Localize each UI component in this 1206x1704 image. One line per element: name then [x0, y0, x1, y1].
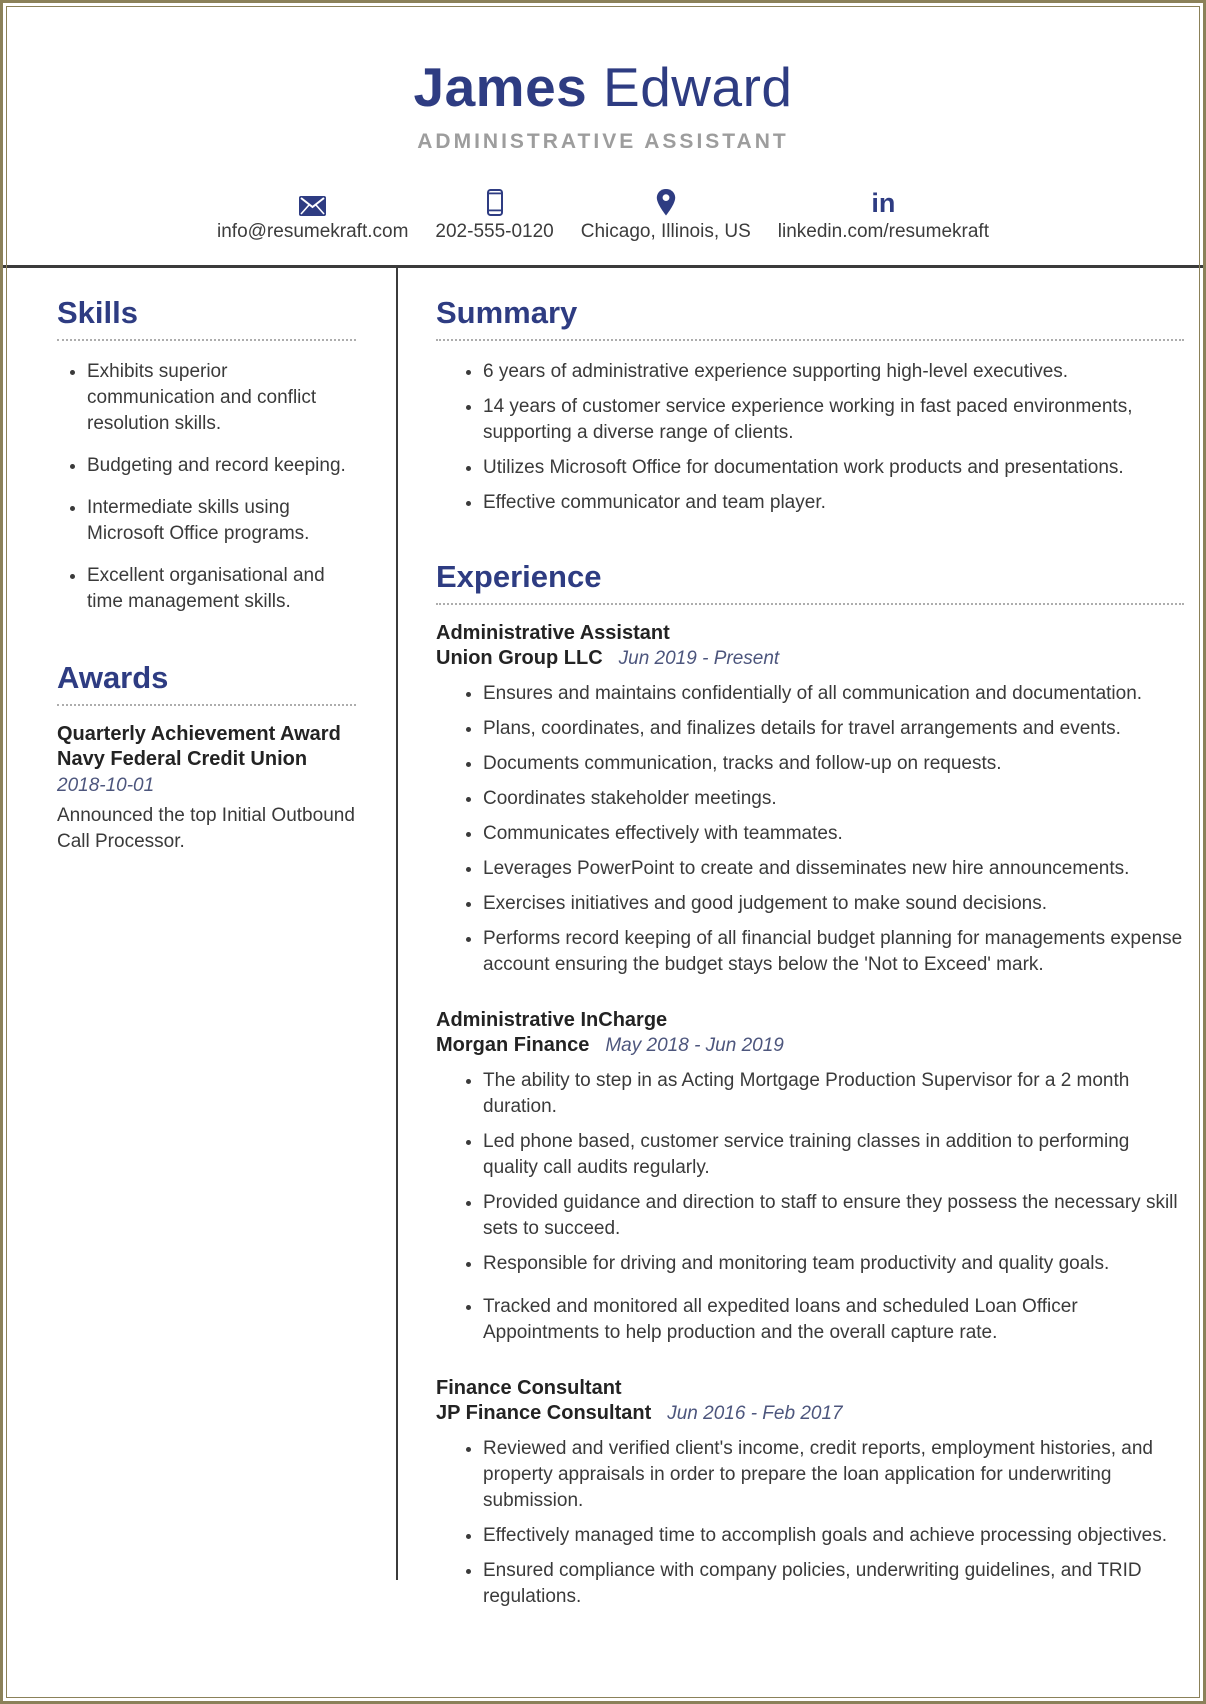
job-company: Morgan Finance — [436, 1034, 590, 1056]
skill-item: • Budgeting and record keeping. — [87, 453, 356, 479]
job-bullet: • Reviewed and verified client's income, credit reports, employment histories, and property appraisals in order to prepare the loan application for underwriting submission. — [483, 1436, 1184, 1514]
summary-item: • Utilizes Microsoft Office for documentation work products and presentations. — [483, 455, 1184, 481]
skill-item: • Exhibits superior communication and conflict resolution skills. — [87, 359, 356, 437]
summary-item: • 14 years of customer service experience working in fast paced environments, supporting a diverse range of clients. — [483, 394, 1184, 446]
job-company: JP Finance Consultant — [436, 1402, 652, 1424]
candidate-first-name: James — [413, 56, 588, 118]
job-dates: Jun 2016 - Feb 2017 — [667, 1403, 843, 1424]
job-title: Finance Consultant — [436, 1377, 622, 1399]
job-bullet: • Coordinates stakeholder meetings. — [483, 786, 1184, 812]
summary-list — [436, 359, 1184, 516]
skills-heading: Skills — [57, 296, 356, 341]
job-bullet: • Led phone based, customer service training classes in addition to performing quality call audits regularly. — [483, 1129, 1184, 1181]
skills-list — [57, 359, 356, 615]
experience-heading: Experience — [436, 560, 1184, 605]
job-subline — [436, 1401, 1184, 1426]
job-title: Administrative Assistant — [436, 622, 670, 644]
job-dates: Jun 2019 - Present — [618, 648, 780, 669]
job-bullet-list — [436, 1068, 1184, 1346]
job-company: Union Group LLC — [436, 647, 603, 669]
award-title: Quarterly Achievement Award — [57, 723, 341, 745]
job-bullet: • Exercises initiatives and good judgement to make sound decisions. — [483, 891, 1184, 917]
contact-phone — [435, 188, 553, 243]
phone-icon — [487, 188, 503, 216]
experience-section — [436, 560, 1184, 1610]
job-bullet: • Performs record keeping of all financial budget planning for managements expense account ensuring the budget stays below the 'Not to Exceed' mark. — [483, 926, 1184, 978]
job-subline — [436, 646, 1184, 671]
award-entry — [57, 722, 356, 855]
left-column — [0, 268, 398, 855]
job-bullet: • Responsible for driving and monitoring team productivity and quality goals. — [483, 1251, 1184, 1277]
resume-header — [0, 0, 1206, 268]
job-bullet: • Provided guidance and direction to staff to ensure they possess the necessary skill sets to succeed. — [483, 1190, 1184, 1242]
resume-body — [0, 268, 1206, 1640]
job-bullet: • Ensures and maintains confidentially of all communication and documentation. — [483, 681, 1184, 707]
location-icon — [656, 188, 676, 216]
job-bullet-list — [436, 681, 1184, 978]
job-title: Administrative InCharge — [436, 1009, 668, 1031]
job-dates: May 2018 - Jun 2019 — [605, 1035, 784, 1056]
award-description: Announced the top Initial Outbound Call Processor. — [57, 805, 355, 852]
job-bullet: • Documents communication, tracks and follow-up on requests. — [483, 751, 1184, 777]
job-subline — [436, 1033, 1184, 1058]
contact-phone-text: 202-555-0120 — [435, 221, 554, 242]
job-bullet: • Communicates effectively with teammates. — [483, 821, 1184, 847]
contact-linkedin — [778, 188, 989, 243]
job-bullet: • The ability to step in as Acting Mortgage Production Supervisor for a 2 month duration. — [483, 1068, 1184, 1120]
summary-heading: Summary — [436, 296, 1184, 341]
summary-item: • 6 years of administrative experience supporting high-level executives. — [483, 359, 1184, 385]
summary-section — [436, 296, 1184, 516]
right-column — [398, 268, 1206, 1640]
contact-linkedin-text: linkedin.com/resumekraft — [777, 221, 989, 242]
award-organization: Navy Federal Credit Union — [57, 748, 308, 770]
contact-email-text: info@resumekraft.com — [217, 221, 409, 242]
contact-row — [0, 188, 1206, 243]
summary-item: • Effective communicator and team player. — [483, 490, 1184, 516]
job-bullet: • Ensured compliance with company policies, underwriting guidelines, and TRID regulations. — [483, 1558, 1184, 1610]
contact-email — [217, 188, 408, 243]
awards-heading: Awards — [57, 661, 356, 706]
job-entry — [436, 1008, 1184, 1346]
skills-section — [57, 296, 356, 615]
skill-item: • Intermediate skills using Microsoft Office programs. — [87, 495, 356, 547]
candidate-name — [0, 58, 1206, 116]
contact-location-text: Chicago, Illinois, US — [580, 221, 751, 242]
job-entry — [436, 1376, 1184, 1610]
email-icon — [299, 188, 326, 216]
awards-section — [57, 661, 356, 855]
job-bullet: • Effectively managed time to accomplish goals and achieve processing objectives. — [483, 1523, 1184, 1549]
column-divider — [396, 268, 398, 1580]
contact-location — [581, 188, 751, 243]
job-bullet: • Tracked and monitored all expedited loans and scheduled Loan Officer Appointments to help production and the overall capture rate. — [483, 1294, 1184, 1346]
skill-item: • Excellent organisational and time management skills. — [87, 563, 356, 615]
candidate-last-name: Edward — [603, 56, 793, 118]
job-entry — [436, 621, 1184, 978]
job-bullet: • Leverages PowerPoint to create and disseminates new hire announcements. — [483, 856, 1184, 882]
job-bullet: • Plans, coordinates, and finalizes details for travel arrangements and events. — [483, 716, 1184, 742]
job-bullet-list — [436, 1436, 1184, 1610]
award-date: 2018-10-01 — [57, 775, 155, 796]
linkedin-icon: in — [871, 188, 896, 218]
candidate-job-title: ADMINISTRATIVE ASSISTANT — [417, 130, 789, 153]
